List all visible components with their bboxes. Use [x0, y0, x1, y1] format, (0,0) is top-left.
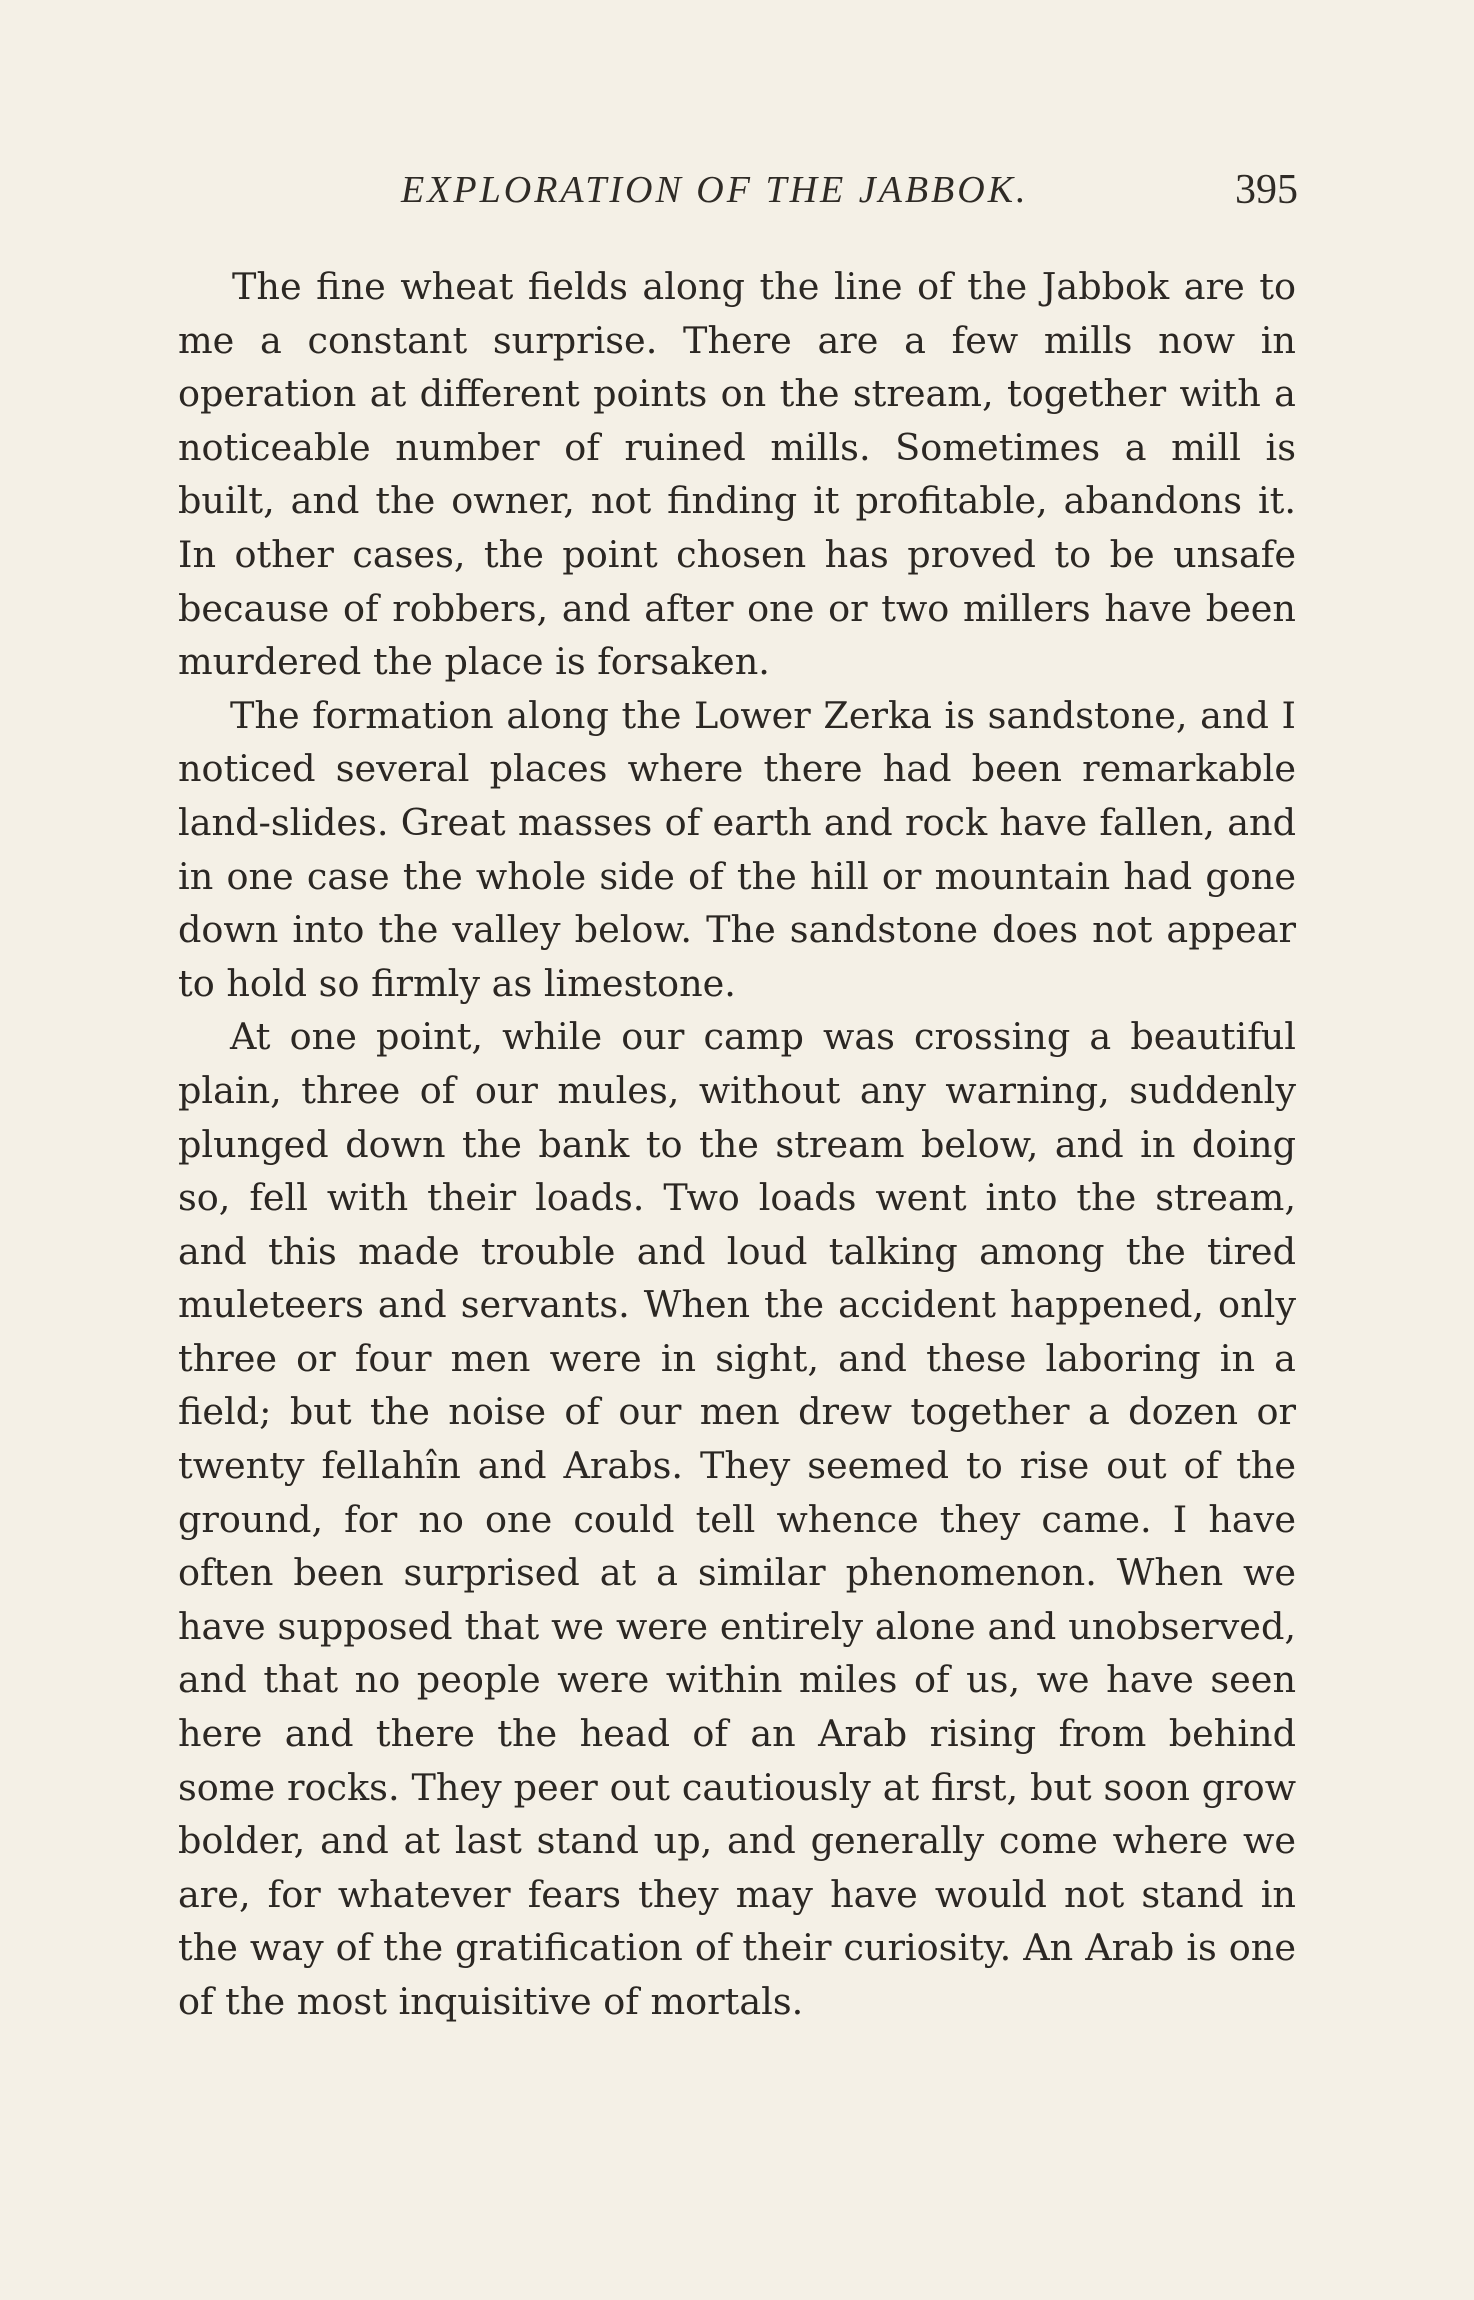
paragraph-lower-zerka-formation: The formation along the Lower Zerka is sandstone, and I noticed several places where there had been remarkable land-slides. Great masses of earth and rock have fallen, and in one case the whole side of the hill or mountain had gone down into the valley below. The sandstone does not appear to hold so firmly as limestone.: [178, 693, 1296, 1005]
running-head: [176, 168, 1298, 228]
paragraph-wheat-fields: The fine wheat fields along the line of the Jabbok are to me a constant surprise. There are a few mills now in operation at different points on the stream, together with a noticeable number of ruined mills. Sometimes a mill is built, and the owner, not finding it profitable, abandons it. In other cases, the point chosen has proved to be unsafe because of robbers, and after one or two millers have been murdered the place is forsaken.: [178, 265, 1296, 684]
page-number: 395: [1235, 167, 1298, 213]
paragraph-mules-accident: At one point, while our camp was crossing a beautiful plain, three of our mules, without any warning, suddenly plunged down the bank to the stream below, and in doing so, fell with their loads. Two loads went into the stream, and this made trouble and loud talking among the tired muleteers and servants. When the accident happened, only three or four men were in sight, and these laboring in a field; but the noise of our men drew together a dozen or twenty fellahîn and Arabs. They seemed to rise out of the ground, for no one could tell whence they came. I have often been surprised at a similar phenomenon. When we have supposed that we were entirely alone and unobserved, and that no people were within miles of us, we have seen here and there the head of an Arab rising from behind some rocks. They peer out cautiously at first, but soon grow bolder, and at last stand up, and generally come where we are, for whatever fears they may have would not stand in the way of the gratification of their curiosity. An Arab is one of the most inquisitive of mortals.: [178, 1015, 1296, 2023]
running-title: EXPLORATION OF THE JABBOK.: [401, 169, 1029, 211]
body-text: [178, 260, 1296, 2029]
